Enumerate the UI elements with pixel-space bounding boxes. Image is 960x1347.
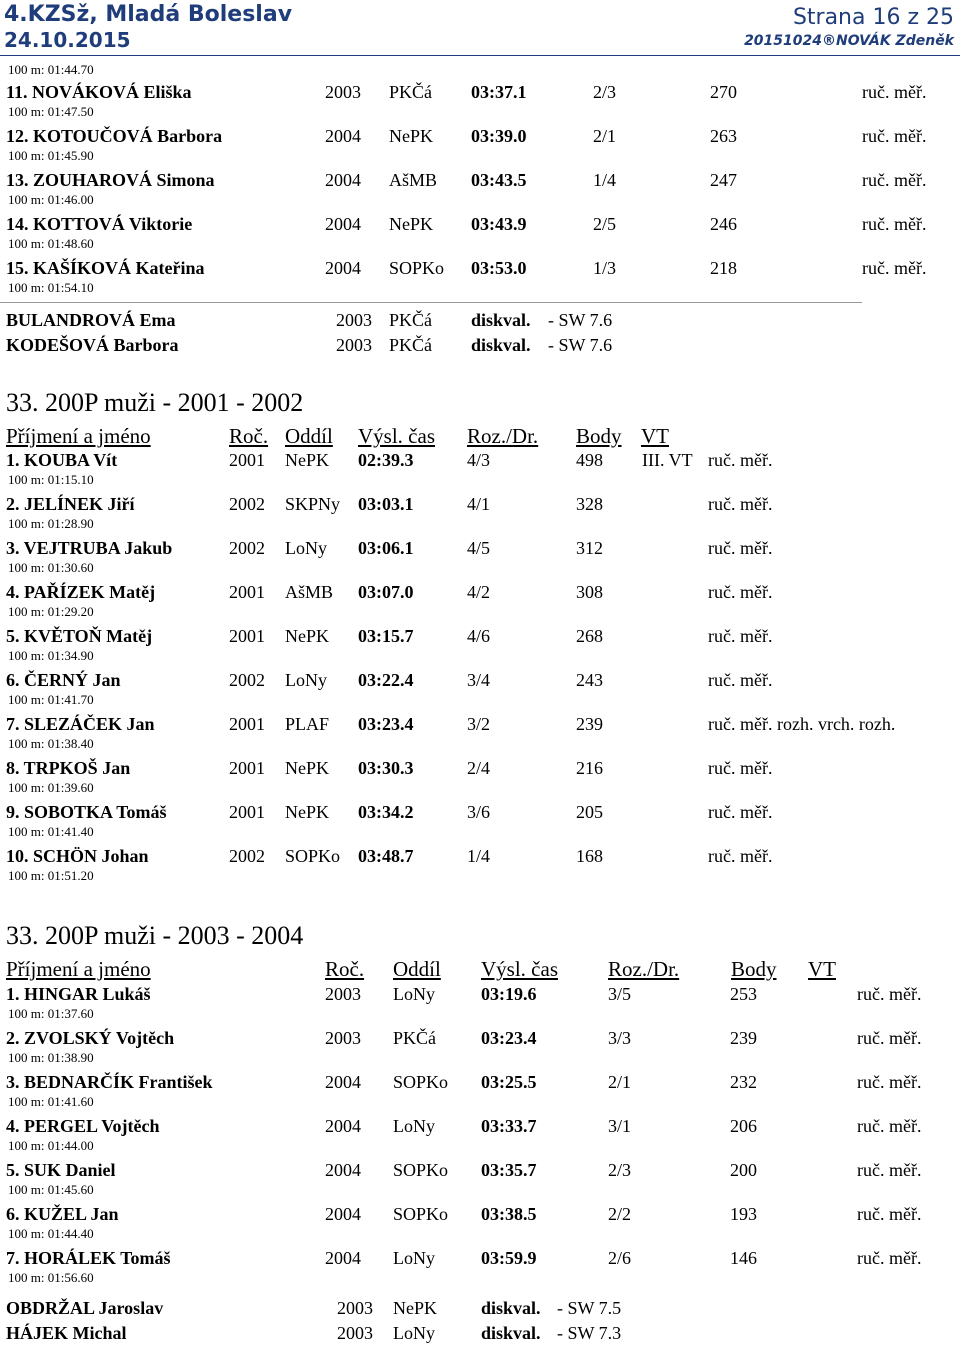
swimmer-name: 9. SOBOTKA Tomáš [6,802,167,822]
swimmer-name: 11. NOVÁKOVÁ Eliška [6,82,192,102]
split-time: 100 m: 01:37.60 [8,1006,94,1021]
result-row [0,258,960,280]
result-row [0,984,960,1006]
swimmer-name: 1. HINGAR Lukáš [6,984,151,1004]
dq-row [0,335,960,357]
points: 312 [576,538,603,558]
heat-lane: 2/6 [608,1248,632,1268]
dq-reason: - SW 7.6 [548,310,613,330]
split-time: 100 m: 01:44.40 [8,1226,94,1241]
result-time: 03:06.1 [358,538,414,558]
column-header: Příjmení a jméno [6,424,151,448]
club: LoNy [285,670,327,690]
result-row [0,670,960,692]
points: 239 [730,1028,757,1048]
heat-lane: 4/5 [467,538,491,558]
heat-lane: 2/1 [593,126,617,146]
club: PKČá [389,310,433,330]
result-row [0,126,960,148]
points: 268 [576,626,603,646]
birth-year: 2004 [325,214,361,234]
split-time: 100 m: 01:54.10 [8,280,94,295]
dq-row [0,310,960,332]
timing-note: ruč. měř. [862,82,927,102]
swimmer-name: 3. VEJTRUBA Jakub [6,538,173,558]
points: 216 [576,758,603,778]
column-header: Body [731,957,777,981]
result-row [0,714,960,736]
points: 168 [576,846,603,866]
swimmer-name: 2. ZVOLSKÝ Vojtěch [6,1028,175,1048]
birth-year: 2001 [229,714,265,734]
points: 239 [576,714,603,734]
section-title-2001-2002: 33. 200P muži - 2001 - 2002 [6,388,304,417]
result-row [0,582,960,604]
timing-note: ruč. měř. [708,494,773,514]
column-header: VT [808,957,836,981]
result-time: 03:07.0 [358,582,414,602]
birth-year: 2003 [325,984,361,1004]
birth-year: 2004 [325,1248,361,1268]
result-row [0,214,960,236]
split-time: 100 m: 01:34.90 [8,648,94,663]
heat-lane: 3/3 [608,1028,632,1048]
birth-year: 2004 [325,170,361,190]
organizer: 20151024®NOVÁK Zdeněk [744,33,954,49]
swimmer-name: 6. KUŽEL Jan [6,1204,119,1224]
birth-year: 2004 [325,1204,361,1224]
heat-lane: 4/1 [467,494,491,514]
points: 206 [730,1116,757,1136]
swimmer-name: BULANDROVÁ Ema [6,310,176,330]
split-time: 100 m: 01:38.40 [8,736,94,751]
birth-year: 2003 [337,1298,373,1318]
result-time: 03:23.4 [481,1028,537,1048]
points: 205 [576,802,603,822]
swimmer-name: 4. PAŘÍZEK Matěj [6,582,156,602]
heat-lane: 3/5 [608,984,632,1004]
points: 232 [730,1072,757,1092]
timing-note: ruč. měř. [857,1116,922,1136]
split-time: 100 m: 01:44.70 [8,62,94,77]
result-time: 03:15.7 [358,626,414,646]
result-row [0,758,960,780]
dq-status: diskval. [471,310,531,330]
result-time: 03:34.2 [358,802,414,822]
birth-year: 2004 [325,1160,361,1180]
split-time: 100 m: 01:28.90 [8,516,94,531]
split-time: 100 m: 01:38.90 [8,1050,94,1065]
column-header: Body [576,424,622,448]
club: LoNy [393,1116,435,1136]
result-time: 03:23.4 [358,714,414,734]
split-time: 100 m: 01:30.60 [8,560,94,575]
page-title: 4.KZSž, Mladá Boleslav [4,2,293,27]
page-date: 24.10.2015 [4,28,131,52]
points: 253 [730,984,757,1004]
result-row [0,170,960,192]
column-header: Výsl. čas [481,957,558,981]
timing-note: ruč. měř. [708,626,773,646]
result-row [0,1028,960,1050]
result-row [0,1072,960,1094]
split-time: 100 m: 01:39.60 [8,780,94,795]
split-time: 100 m: 01:46.00 [8,192,94,207]
result-time: 03:59.9 [481,1248,537,1268]
timing-note: ruč. měř. [708,538,773,558]
split-time: 100 m: 01:41.70 [8,692,94,707]
split-time: 100 m: 01:45.90 [8,148,94,163]
result-time: 03:48.7 [358,846,414,866]
column-header: Roz./Dr. [608,957,680,981]
column-header: VT [641,424,669,448]
points: 498 [576,450,603,470]
swimmer-name: 5. KVĚTOŇ Matěj [6,626,153,646]
swimmer-name: 15. KAŠÍKOVÁ Kateřina [6,258,205,278]
birth-year: 2001 [229,582,265,602]
page-number: Strana 16 z 25 [792,5,954,30]
result-time: 03:25.5 [481,1072,537,1092]
result-time: 03:35.7 [481,1160,537,1180]
points: 308 [576,582,603,602]
result-row [0,1116,960,1138]
club: NePK [285,626,329,646]
points: 328 [576,494,603,514]
split-time: 100 m: 01:41.60 [8,1094,94,1109]
points: 270 [710,82,737,102]
result-time: 03:03.1 [358,494,414,514]
swimmer-name: 7. HORÁLEK Tomáš [6,1248,171,1268]
result-time: 03:37.1 [471,82,527,102]
column-headers [0,957,960,983]
club: SOPKo [285,846,341,866]
swimmer-name: HÁJEK Michal [6,1323,127,1343]
birth-year: 2003 [336,335,372,355]
result-row [0,846,960,868]
heat-lane: 2/3 [593,82,617,102]
heat-lane: 2/5 [593,214,617,234]
club: NePK [285,450,329,470]
points: 243 [576,670,603,690]
column-header: Roč. [229,424,269,448]
club: PKČá [393,1028,437,1048]
result-time: 03:39.0 [471,126,527,146]
dq-status: diskval. [481,1323,541,1343]
split-time: 100 m: 01:29.20 [8,604,94,619]
heat-lane: 2/3 [608,1160,632,1180]
points: 200 [730,1160,757,1180]
timing-note: ruč. měř. [708,450,773,470]
dq-divider [0,302,862,303]
split-time: 100 m: 01:41.40 [8,824,94,839]
result-row [0,1204,960,1226]
birth-year: 2004 [325,258,361,278]
result-time: 03:19.6 [481,984,537,1004]
swimmer-name: 1. KOUBA Vít [6,450,118,470]
column-header: Oddíl [285,424,333,448]
club: NePK [389,126,433,146]
swimmer-name: 14. KOTTOVÁ Viktorie [6,214,193,234]
birth-year: 2004 [325,1116,361,1136]
club: SOPKo [393,1204,449,1224]
result-row [0,538,960,560]
timing-note: ruč. měř. [857,984,922,1004]
swimmer-name: 4. PERGEL Vojtěch [6,1116,160,1136]
dq-row [0,1323,960,1345]
points: 263 [710,126,737,146]
club: PKČá [389,82,433,102]
column-headers [0,424,960,450]
timing-note: ruč. měř. [857,1204,922,1224]
club: AšMB [389,170,438,190]
points: 246 [710,214,737,234]
result-row [0,494,960,516]
swimmer-name: OBDRŽAL Jaroslav [6,1298,164,1318]
result-row [0,1160,960,1182]
result-row [0,626,960,648]
heat-lane: 2/2 [608,1204,632,1224]
birth-year: 2001 [229,758,265,778]
birth-year: 2001 [229,802,265,822]
split-time: 100 m: 01:56.60 [8,1270,94,1285]
club: NePK [285,802,329,822]
split-time: 100 m: 01:15.10 [8,472,94,487]
result-row [0,802,960,824]
timing-note: ruč. měř. [708,802,773,822]
club: SOPKo [393,1072,449,1092]
club: NePK [285,758,329,778]
swimmer-name: 2. JELÍNEK Jiří [6,494,135,514]
dq-reason: - SW 7.5 [557,1298,622,1318]
club: LoNy [393,1323,435,1343]
club: NePK [393,1298,437,1318]
swimmer-name: 5. SUK Daniel [6,1160,116,1180]
result-time: 03:43.9 [471,214,527,234]
timing-note: ruč. měř. [862,170,927,190]
column-header: Roz./Dr. [467,424,539,448]
birth-year: 2003 [336,310,372,330]
birth-year: 2001 [229,626,265,646]
club: NePK [389,214,433,234]
timing-note: ruč. měř. [857,1248,922,1268]
timing-note: ruč. měř. [862,258,927,278]
result-row [0,1248,960,1270]
column-header: Výsl. čas [358,424,435,448]
dq-status: diskval. [481,1298,541,1318]
dq-reason: - SW 7.6 [548,335,613,355]
birth-year: 2004 [325,1072,361,1092]
club: LoNy [393,1248,435,1268]
split-time: 100 m: 01:48.60 [8,236,94,251]
timing-note: ruč. měř. [862,126,927,146]
swimmer-name: KODEŠOVÁ Barbora [6,335,179,355]
birth-year: 2004 [325,126,361,146]
points: 146 [730,1248,757,1268]
swimmer-name: 7. SLEZÁČEK Jan [6,714,155,734]
timing-note: ruč. měř. [857,1028,922,1048]
club: PKČá [389,335,433,355]
birth-year: 2002 [229,538,265,558]
heat-lane: 1/4 [467,846,491,866]
club: SOPKo [389,258,445,278]
swimmer-name: 12. KOTOUČOVÁ Barbora [6,126,223,146]
timing-note: ruč. měř. [857,1160,922,1180]
dq-row [0,1298,960,1320]
points: 218 [710,258,737,278]
result-time: 03:43.5 [471,170,527,190]
result-time: 03:38.5 [481,1204,537,1224]
points: 247 [710,170,737,190]
header-divider [0,55,960,56]
swimmer-name: 13. ZOUHAROVÁ Simona [6,170,215,190]
heat-lane: 3/1 [608,1116,632,1136]
column-header: Oddíl [393,957,441,981]
split-time: 100 m: 01:45.60 [8,1182,94,1197]
heat-lane: 2/1 [608,1072,632,1092]
split-time: 100 m: 01:44.00 [8,1138,94,1153]
birth-year: 2002 [229,494,265,514]
heat-lane: 3/6 [467,802,491,822]
split-time: 100 m: 01:51.20 [8,868,94,883]
heat-lane: 3/2 [467,714,491,734]
club: PLAF [285,714,330,734]
birth-year: 2001 [229,450,265,470]
timing-note: ruč. měř. rozh. vrch. rozh. [708,714,896,734]
points: 193 [730,1204,757,1224]
heat-lane: 4/6 [467,626,491,646]
section-title-2003-2004: 33. 200P muži - 2003 - 2004 [6,921,304,950]
timing-note: ruč. měř. [708,846,773,866]
result-row [0,450,960,472]
timing-note: ruč. měř. [862,214,927,234]
birth-year: 2002 [229,846,265,866]
club: SKPNy [285,494,341,514]
swimmer-name: 8. TRPKOŠ Jan [6,758,131,778]
result-time: 02:39.3 [358,450,414,470]
swimmer-name: 6. ČERNÝ Jan [6,670,121,690]
heat-lane: 4/2 [467,582,491,602]
swimmer-name: 3. BEDNARČÍK František [6,1072,213,1092]
heat-lane: 1/3 [593,258,617,278]
result-time: 03:30.3 [358,758,414,778]
timing-note: ruč. měř. [857,1072,922,1092]
birth-year: 2002 [229,670,265,690]
result-time: 03:22.4 [358,670,414,690]
birth-year: 2003 [325,1028,361,1048]
dq-reason: - SW 7.3 [557,1323,622,1343]
birth-year: 2003 [337,1323,373,1343]
timing-note: ruč. měř. [708,758,773,778]
result-row [0,82,960,104]
heat-lane: 3/4 [467,670,491,690]
swimmer-name: 10. SCHÖN Johan [6,846,149,866]
result-time: 03:33.7 [481,1116,537,1136]
club: AšMB [285,582,334,602]
birth-year: 2003 [325,82,361,102]
column-header: Příjmení a jméno [6,957,151,981]
club: LoNy [285,538,327,558]
dq-status: diskval. [471,335,531,355]
column-header: Roč. [325,957,365,981]
split-time: 100 m: 01:47.50 [8,104,94,119]
heat-lane: 1/4 [593,170,617,190]
club: SOPKo [393,1160,449,1180]
club: LoNy [393,984,435,1004]
heat-lane: 4/3 [467,450,491,470]
result-time: 03:53.0 [471,258,527,278]
timing-note: ruč. měř. [708,670,773,690]
timing-note: ruč. měř. [708,582,773,602]
heat-lane: 2/4 [467,758,491,778]
performance-class: III. VT [642,450,693,470]
